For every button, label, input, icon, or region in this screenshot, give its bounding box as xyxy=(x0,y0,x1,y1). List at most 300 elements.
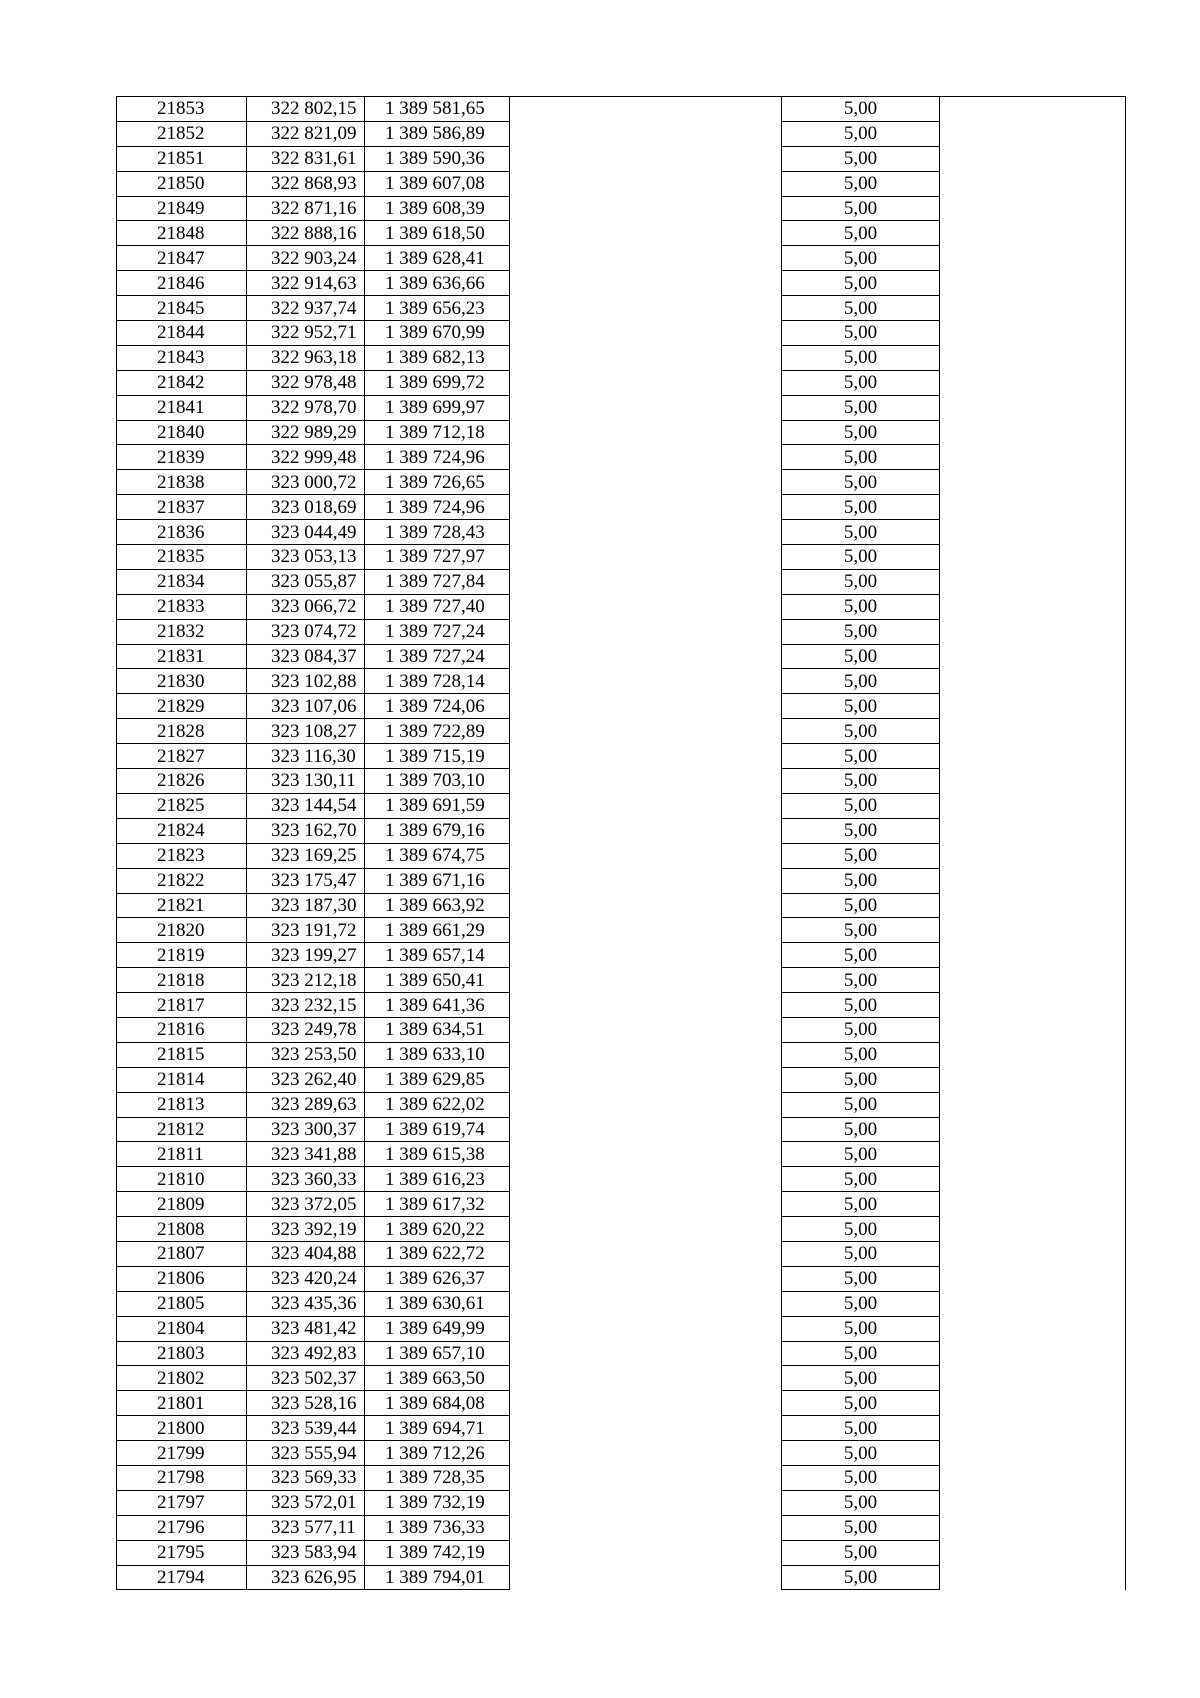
value-cell: 5,00 xyxy=(782,121,940,146)
note-cell xyxy=(940,669,1126,694)
value-cell: 5,00 xyxy=(782,1167,940,1192)
point-number-cell: 21841 xyxy=(117,395,247,420)
y-coordinate-cell: 1 389 722,89 xyxy=(365,719,510,744)
x-coordinate-cell: 322 903,24 xyxy=(247,246,365,271)
point-number-cell: 21849 xyxy=(117,196,247,221)
point-number-cell: 21838 xyxy=(117,470,247,495)
value-cell: 5,00 xyxy=(782,968,940,993)
table-row xyxy=(117,395,1126,420)
empty-cell xyxy=(510,1441,782,1466)
x-coordinate-cell: 323 187,30 xyxy=(247,893,365,918)
empty-cell xyxy=(510,1366,782,1391)
value-cell: 5,00 xyxy=(782,569,940,594)
empty-cell xyxy=(510,1391,782,1416)
point-number-cell: 21806 xyxy=(117,1266,247,1291)
value-cell: 5,00 xyxy=(782,793,940,818)
table-row xyxy=(117,644,1126,669)
table-row xyxy=(117,196,1126,221)
point-number-cell: 21825 xyxy=(117,793,247,818)
empty-cell xyxy=(510,121,782,146)
y-coordinate-cell: 1 389 641,36 xyxy=(365,993,510,1018)
point-number-cell: 21823 xyxy=(117,843,247,868)
x-coordinate-cell: 322 952,71 xyxy=(247,321,365,346)
value-cell: 5,00 xyxy=(782,1092,940,1117)
value-cell: 5,00 xyxy=(782,171,940,196)
y-coordinate-cell: 1 389 657,14 xyxy=(365,943,510,968)
value-cell: 5,00 xyxy=(782,918,940,943)
x-coordinate-cell: 323 262,40 xyxy=(247,1067,365,1092)
point-number-cell: 21852 xyxy=(117,121,247,146)
table-row xyxy=(117,669,1126,694)
y-coordinate-cell: 1 389 728,14 xyxy=(365,669,510,694)
note-cell xyxy=(940,246,1126,271)
y-coordinate-cell: 1 389 590,36 xyxy=(365,146,510,171)
x-coordinate-cell: 323 372,05 xyxy=(247,1192,365,1217)
empty-cell xyxy=(510,146,782,171)
note-cell xyxy=(940,744,1126,769)
point-number-cell: 21820 xyxy=(117,918,247,943)
point-number-cell: 21835 xyxy=(117,545,247,570)
value-cell: 5,00 xyxy=(782,470,940,495)
x-coordinate-cell: 323 502,37 xyxy=(247,1366,365,1391)
table-row xyxy=(117,1416,1126,1441)
y-coordinate-cell: 1 389 619,74 xyxy=(365,1117,510,1142)
point-number-cell: 21827 xyxy=(117,744,247,769)
value-cell: 5,00 xyxy=(782,868,940,893)
value-cell: 5,00 xyxy=(782,545,940,570)
y-coordinate-cell: 1 389 728,35 xyxy=(365,1465,510,1490)
y-coordinate-cell: 1 389 712,26 xyxy=(365,1441,510,1466)
value-cell: 5,00 xyxy=(782,1266,940,1291)
empty-cell xyxy=(510,769,782,794)
table-row xyxy=(117,769,1126,794)
point-number-cell: 21798 xyxy=(117,1465,247,1490)
point-number-cell: 21800 xyxy=(117,1416,247,1441)
note-cell xyxy=(940,968,1126,993)
empty-cell xyxy=(510,1416,782,1441)
x-coordinate-cell: 322 937,74 xyxy=(247,296,365,321)
note-cell xyxy=(940,97,1126,122)
note-cell xyxy=(940,545,1126,570)
empty-cell xyxy=(510,1341,782,1366)
empty-cell xyxy=(510,669,782,694)
x-coordinate-cell: 323 053,13 xyxy=(247,545,365,570)
note-cell xyxy=(940,1441,1126,1466)
x-coordinate-cell: 323 481,42 xyxy=(247,1316,365,1341)
note-cell xyxy=(940,1117,1126,1142)
point-number-cell: 21811 xyxy=(117,1142,247,1167)
y-coordinate-cell: 1 389 670,99 xyxy=(365,321,510,346)
empty-cell xyxy=(510,918,782,943)
y-coordinate-cell: 1 389 712,18 xyxy=(365,420,510,445)
y-coordinate-cell: 1 389 727,84 xyxy=(365,569,510,594)
y-coordinate-cell: 1 389 727,24 xyxy=(365,619,510,644)
table-row xyxy=(117,744,1126,769)
table-row xyxy=(117,1316,1126,1341)
value-cell: 5,00 xyxy=(782,321,940,346)
empty-cell xyxy=(510,246,782,271)
point-number-cell: 21808 xyxy=(117,1217,247,1242)
table-row xyxy=(117,271,1126,296)
note-cell xyxy=(940,594,1126,619)
note-cell xyxy=(940,1266,1126,1291)
table-row xyxy=(117,1117,1126,1142)
point-number-cell: 21843 xyxy=(117,345,247,370)
point-number-cell: 21830 xyxy=(117,669,247,694)
point-number-cell: 21818 xyxy=(117,968,247,993)
point-number-cell: 21836 xyxy=(117,520,247,545)
table-row xyxy=(117,868,1126,893)
y-coordinate-cell: 1 389 715,19 xyxy=(365,744,510,769)
note-cell xyxy=(940,694,1126,719)
y-coordinate-cell: 1 389 726,65 xyxy=(365,470,510,495)
value-cell: 5,00 xyxy=(782,619,940,644)
empty-cell xyxy=(510,271,782,296)
table-row xyxy=(117,345,1126,370)
empty-cell xyxy=(510,993,782,1018)
y-coordinate-cell: 1 389 608,39 xyxy=(365,196,510,221)
x-coordinate-cell: 322 831,61 xyxy=(247,146,365,171)
table-row xyxy=(117,918,1126,943)
value-cell: 5,00 xyxy=(782,271,940,296)
table-row xyxy=(117,1565,1126,1590)
table-row xyxy=(117,545,1126,570)
point-number-cell: 21834 xyxy=(117,569,247,594)
table-row xyxy=(117,445,1126,470)
empty-cell xyxy=(510,1465,782,1490)
empty-cell xyxy=(510,619,782,644)
empty-cell xyxy=(510,1490,782,1515)
value-cell: 5,00 xyxy=(782,843,940,868)
point-number-cell: 21829 xyxy=(117,694,247,719)
y-coordinate-cell: 1 389 727,40 xyxy=(365,594,510,619)
empty-cell xyxy=(510,943,782,968)
note-cell xyxy=(940,1416,1126,1441)
y-coordinate-cell: 1 389 629,85 xyxy=(365,1067,510,1092)
note-cell xyxy=(940,1515,1126,1540)
table-row xyxy=(117,594,1126,619)
note-cell xyxy=(940,769,1126,794)
table-row xyxy=(117,1142,1126,1167)
empty-cell xyxy=(510,445,782,470)
empty-cell xyxy=(510,868,782,893)
x-coordinate-cell: 323 018,69 xyxy=(247,495,365,520)
table-row xyxy=(117,843,1126,868)
table-row xyxy=(117,1366,1126,1391)
table-row xyxy=(117,520,1126,545)
x-coordinate-cell: 323 232,15 xyxy=(247,993,365,1018)
y-coordinate-cell: 1 389 657,10 xyxy=(365,1341,510,1366)
empty-cell xyxy=(510,545,782,570)
value-cell: 5,00 xyxy=(782,1515,940,1540)
point-number-cell: 21840 xyxy=(117,420,247,445)
y-coordinate-cell: 1 389 663,92 xyxy=(365,893,510,918)
note-cell xyxy=(940,993,1126,1018)
y-coordinate-cell: 1 389 633,10 xyxy=(365,1042,510,1067)
x-coordinate-cell: 322 963,18 xyxy=(247,345,365,370)
table-row xyxy=(117,470,1126,495)
empty-cell xyxy=(510,171,782,196)
point-number-cell: 21831 xyxy=(117,644,247,669)
x-coordinate-cell: 323 116,30 xyxy=(247,744,365,769)
y-coordinate-cell: 1 389 607,08 xyxy=(365,171,510,196)
x-coordinate-cell: 323 528,16 xyxy=(247,1391,365,1416)
y-coordinate-cell: 1 389 736,33 xyxy=(365,1515,510,1540)
empty-cell xyxy=(510,370,782,395)
x-coordinate-cell: 323 626,95 xyxy=(247,1565,365,1590)
x-coordinate-cell: 322 989,29 xyxy=(247,420,365,445)
table-row xyxy=(117,569,1126,594)
x-coordinate-cell: 323 249,78 xyxy=(247,1017,365,1042)
point-number-cell: 21810 xyxy=(117,1167,247,1192)
table-row xyxy=(117,1441,1126,1466)
point-number-cell: 21851 xyxy=(117,146,247,171)
y-coordinate-cell: 1 389 581,65 xyxy=(365,97,510,122)
empty-cell xyxy=(510,644,782,669)
value-cell: 5,00 xyxy=(782,1416,940,1441)
note-cell xyxy=(940,196,1126,221)
table-row xyxy=(117,943,1126,968)
point-number-cell: 21795 xyxy=(117,1540,247,1565)
y-coordinate-cell: 1 389 671,16 xyxy=(365,868,510,893)
y-coordinate-cell: 1 389 724,96 xyxy=(365,445,510,470)
value-cell: 5,00 xyxy=(782,146,940,171)
empty-cell xyxy=(510,818,782,843)
empty-cell xyxy=(510,345,782,370)
point-number-cell: 21813 xyxy=(117,1092,247,1117)
point-number-cell: 21807 xyxy=(117,1241,247,1266)
value-cell: 5,00 xyxy=(782,1465,940,1490)
point-number-cell: 21812 xyxy=(117,1117,247,1142)
x-coordinate-cell: 322 978,48 xyxy=(247,370,365,395)
table-row xyxy=(117,818,1126,843)
x-coordinate-cell: 322 888,16 xyxy=(247,221,365,246)
value-cell: 5,00 xyxy=(782,594,940,619)
empty-cell xyxy=(510,221,782,246)
table-row xyxy=(117,1042,1126,1067)
value-cell: 5,00 xyxy=(782,993,940,1018)
table-row xyxy=(117,97,1126,122)
point-number-cell: 21802 xyxy=(117,1366,247,1391)
note-cell xyxy=(940,893,1126,918)
value-cell: 5,00 xyxy=(782,1341,940,1366)
note-cell xyxy=(940,1017,1126,1042)
y-coordinate-cell: 1 389 699,72 xyxy=(365,370,510,395)
note-cell xyxy=(940,296,1126,321)
note-cell xyxy=(940,943,1126,968)
table-row xyxy=(117,321,1126,346)
y-coordinate-cell: 1 389 634,51 xyxy=(365,1017,510,1042)
y-coordinate-cell: 1 389 674,75 xyxy=(365,843,510,868)
point-number-cell: 21819 xyxy=(117,943,247,968)
value-cell: 5,00 xyxy=(782,1565,940,1590)
y-coordinate-cell: 1 389 620,22 xyxy=(365,1217,510,1242)
y-coordinate-cell: 1 389 794,01 xyxy=(365,1565,510,1590)
x-coordinate-cell: 323 300,37 xyxy=(247,1117,365,1142)
point-number-cell: 21799 xyxy=(117,1441,247,1466)
table-row xyxy=(117,1192,1126,1217)
table-row xyxy=(117,296,1126,321)
empty-cell xyxy=(510,196,782,221)
empty-cell xyxy=(510,569,782,594)
table-row xyxy=(117,420,1126,445)
x-coordinate-cell: 323 569,33 xyxy=(247,1465,365,1490)
value-cell: 5,00 xyxy=(782,719,940,744)
x-coordinate-cell: 323 404,88 xyxy=(247,1241,365,1266)
value-cell: 5,00 xyxy=(782,943,940,968)
point-number-cell: 21845 xyxy=(117,296,247,321)
note-cell xyxy=(940,1192,1126,1217)
point-number-cell: 21839 xyxy=(117,445,247,470)
point-number-cell: 21848 xyxy=(117,221,247,246)
empty-cell xyxy=(510,793,782,818)
point-number-cell: 21801 xyxy=(117,1391,247,1416)
empty-cell xyxy=(510,968,782,993)
table-row xyxy=(117,1515,1126,1540)
y-coordinate-cell: 1 389 630,61 xyxy=(365,1291,510,1316)
empty-cell xyxy=(510,1515,782,1540)
empty-cell xyxy=(510,470,782,495)
y-coordinate-cell: 1 389 617,32 xyxy=(365,1192,510,1217)
x-coordinate-cell: 323 066,72 xyxy=(247,594,365,619)
note-cell xyxy=(940,1042,1126,1067)
note-cell xyxy=(940,395,1126,420)
y-coordinate-cell: 1 389 622,02 xyxy=(365,1092,510,1117)
value-cell: 5,00 xyxy=(782,221,940,246)
y-coordinate-cell: 1 389 703,10 xyxy=(365,769,510,794)
x-coordinate-cell: 323 289,63 xyxy=(247,1092,365,1117)
point-number-cell: 21853 xyxy=(117,97,247,122)
x-coordinate-cell: 323 212,18 xyxy=(247,968,365,993)
note-cell xyxy=(940,1067,1126,1092)
note-cell xyxy=(940,345,1126,370)
table-row xyxy=(117,719,1126,744)
point-number-cell: 21832 xyxy=(117,619,247,644)
value-cell: 5,00 xyxy=(782,644,940,669)
empty-cell xyxy=(510,1167,782,1192)
y-coordinate-cell: 1 389 661,29 xyxy=(365,918,510,943)
x-coordinate-cell: 323 199,27 xyxy=(247,943,365,968)
value-cell: 5,00 xyxy=(782,1316,940,1341)
x-coordinate-cell: 322 871,16 xyxy=(247,196,365,221)
empty-cell xyxy=(510,744,782,769)
note-cell xyxy=(940,793,1126,818)
x-coordinate-cell: 323 253,50 xyxy=(247,1042,365,1067)
note-cell xyxy=(940,495,1126,520)
point-number-cell: 21803 xyxy=(117,1341,247,1366)
empty-cell xyxy=(510,420,782,445)
empty-cell xyxy=(510,893,782,918)
y-coordinate-cell: 1 389 649,99 xyxy=(365,1316,510,1341)
y-coordinate-cell: 1 389 586,89 xyxy=(365,121,510,146)
note-cell xyxy=(940,221,1126,246)
empty-cell xyxy=(510,495,782,520)
table-row xyxy=(117,1241,1126,1266)
empty-cell xyxy=(510,1540,782,1565)
point-number-cell: 21842 xyxy=(117,370,247,395)
value-cell: 5,00 xyxy=(782,1291,940,1316)
note-cell xyxy=(940,1142,1126,1167)
note-cell xyxy=(940,445,1126,470)
value-cell: 5,00 xyxy=(782,818,940,843)
value-cell: 5,00 xyxy=(782,520,940,545)
y-coordinate-cell: 1 389 616,23 xyxy=(365,1167,510,1192)
y-coordinate-cell: 1 389 663,50 xyxy=(365,1366,510,1391)
empty-cell xyxy=(510,1241,782,1266)
y-coordinate-cell: 1 389 626,37 xyxy=(365,1266,510,1291)
x-coordinate-cell: 323 577,11 xyxy=(247,1515,365,1540)
note-cell xyxy=(940,619,1126,644)
y-coordinate-cell: 1 389 618,50 xyxy=(365,221,510,246)
table-row xyxy=(117,619,1126,644)
point-number-cell: 21833 xyxy=(117,594,247,619)
empty-cell xyxy=(510,1217,782,1242)
note-cell xyxy=(940,1540,1126,1565)
table-row xyxy=(117,793,1126,818)
value-cell: 5,00 xyxy=(782,420,940,445)
x-coordinate-cell: 322 914,63 xyxy=(247,271,365,296)
empty-cell xyxy=(510,1316,782,1341)
value-cell: 5,00 xyxy=(782,1017,940,1042)
point-number-cell: 21837 xyxy=(117,495,247,520)
x-coordinate-cell: 322 821,09 xyxy=(247,121,365,146)
x-coordinate-cell: 322 868,93 xyxy=(247,171,365,196)
point-number-cell: 21821 xyxy=(117,893,247,918)
note-cell xyxy=(940,520,1126,545)
empty-cell xyxy=(510,843,782,868)
y-coordinate-cell: 1 389 724,96 xyxy=(365,495,510,520)
note-cell xyxy=(940,1241,1126,1266)
x-coordinate-cell: 323 435,36 xyxy=(247,1291,365,1316)
point-number-cell: 21817 xyxy=(117,993,247,1018)
value-cell: 5,00 xyxy=(782,345,940,370)
note-cell xyxy=(940,1291,1126,1316)
x-coordinate-cell: 323 044,49 xyxy=(247,520,365,545)
y-coordinate-cell: 1 389 628,41 xyxy=(365,246,510,271)
coordinates-table-body xyxy=(117,97,1126,1590)
point-number-cell: 21804 xyxy=(117,1316,247,1341)
y-coordinate-cell: 1 389 727,24 xyxy=(365,644,510,669)
empty-cell xyxy=(510,1192,782,1217)
note-cell xyxy=(940,171,1126,196)
y-coordinate-cell: 1 389 615,38 xyxy=(365,1142,510,1167)
value-cell: 5,00 xyxy=(782,1241,940,1266)
note-cell xyxy=(940,719,1126,744)
table-row xyxy=(117,1092,1126,1117)
empty-cell xyxy=(510,1042,782,1067)
empty-cell xyxy=(510,719,782,744)
note-cell xyxy=(940,1092,1126,1117)
table-row xyxy=(117,121,1126,146)
note-cell xyxy=(940,1366,1126,1391)
y-coordinate-cell: 1 389 636,66 xyxy=(365,271,510,296)
point-number-cell: 21824 xyxy=(117,818,247,843)
x-coordinate-cell: 323 107,06 xyxy=(247,694,365,719)
note-cell xyxy=(940,1341,1126,1366)
table-row xyxy=(117,1391,1126,1416)
y-coordinate-cell: 1 389 622,72 xyxy=(365,1241,510,1266)
table-row xyxy=(117,1341,1126,1366)
table-row xyxy=(117,1540,1126,1565)
point-number-cell: 21797 xyxy=(117,1490,247,1515)
note-cell xyxy=(940,146,1126,171)
value-cell: 5,00 xyxy=(782,1117,940,1142)
x-coordinate-cell: 323 055,87 xyxy=(247,569,365,594)
note-cell xyxy=(940,271,1126,296)
x-coordinate-cell: 322 802,15 xyxy=(247,97,365,122)
empty-cell xyxy=(510,395,782,420)
note-cell xyxy=(940,1391,1126,1416)
